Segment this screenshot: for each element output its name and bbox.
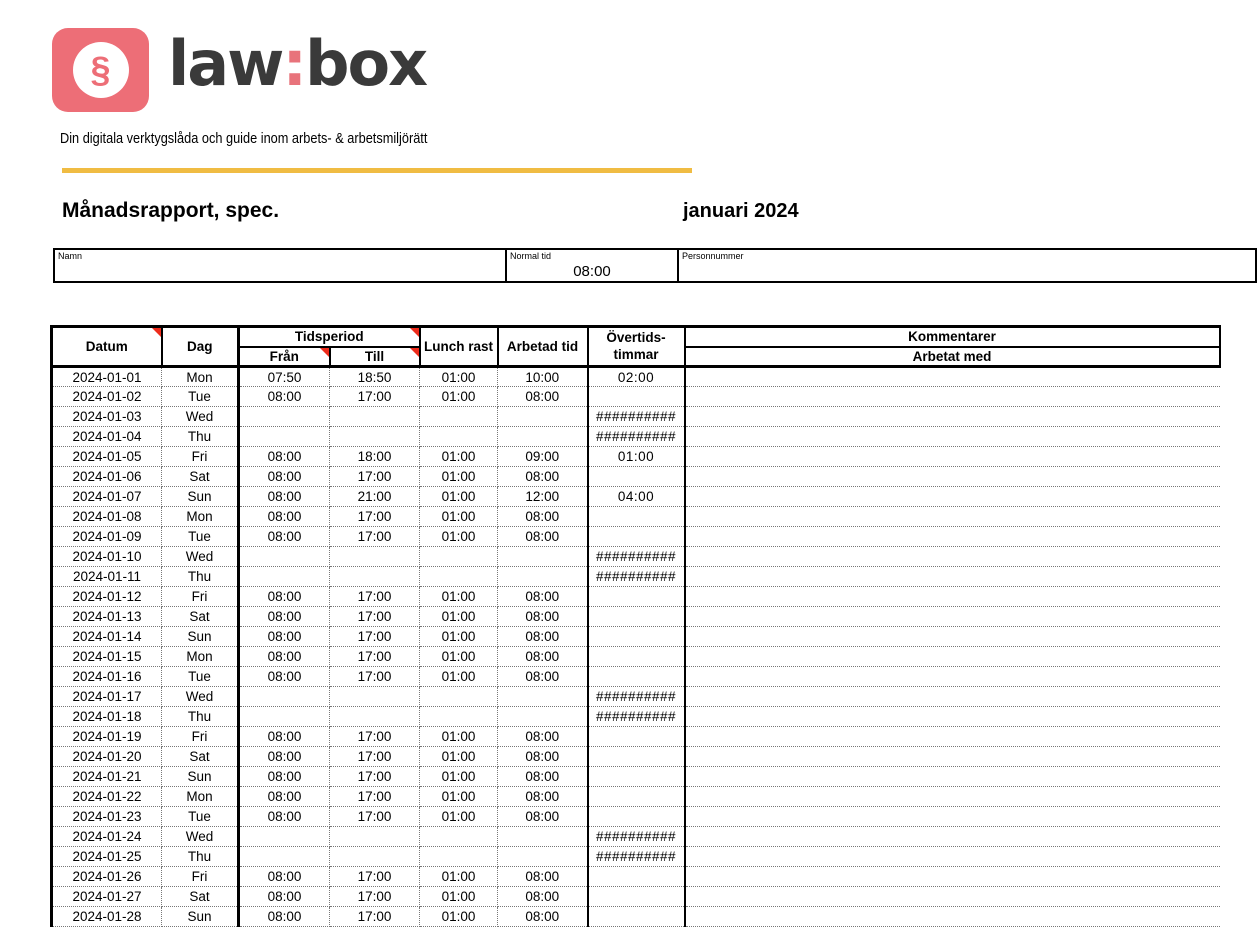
cell-comment[interactable] [685, 447, 1220, 467]
cell-comment[interactable] [685, 787, 1220, 807]
cell-date[interactable]: 2024-01-08 [52, 507, 162, 527]
table-row [52, 467, 1220, 487]
cell-lunch[interactable]: 01:00 [420, 807, 498, 827]
report-period: januari 2024 [683, 200, 799, 222]
cell-overtime[interactable] [588, 867, 685, 887]
cell-from[interactable] [239, 707, 330, 727]
cell-overtime[interactable]: 01:00 [588, 447, 685, 467]
cell-overtime[interactable] [588, 727, 685, 747]
lawbox-logo [52, 28, 149, 112]
cell-worked[interactable]: 08:00 [498, 647, 588, 667]
cell-day[interactable]: Sat [162, 747, 239, 767]
cell-from[interactable]: 08:00 [239, 607, 330, 627]
cell-from[interactable] [239, 547, 330, 567]
cell-from[interactable] [239, 407, 330, 427]
cell-to[interactable]: 17:00 [330, 907, 420, 927]
cell-to[interactable]: 17:00 [330, 667, 420, 687]
cell-from[interactable]: 08:00 [239, 727, 330, 747]
cell-date[interactable]: 2024-01-21 [52, 767, 162, 787]
cell-comment[interactable] [685, 407, 1220, 427]
cell-to[interactable]: 21:00 [330, 487, 420, 507]
cell-lunch[interactable]: 01:00 [420, 787, 498, 807]
personal-number-field[interactable] [677, 250, 1255, 281]
table-row [52, 747, 1220, 767]
cell-lunch[interactable]: 01:00 [420, 527, 498, 547]
cell-worked[interactable]: 09:00 [498, 447, 588, 467]
table-row [52, 507, 1220, 527]
cell-day[interactable]: Fri [162, 727, 239, 747]
cell-to[interactable]: 17:00 [330, 867, 420, 887]
cell-lunch[interactable] [420, 427, 498, 447]
cell-comment[interactable] [685, 547, 1220, 567]
cell-worked[interactable] [498, 547, 588, 567]
cell-worked[interactable]: 08:00 [498, 727, 588, 747]
cell-lunch[interactable] [420, 707, 498, 727]
table-row [52, 447, 1220, 467]
cell-overtime[interactable] [588, 507, 685, 527]
cell-worked[interactable] [498, 567, 588, 587]
table-row [52, 547, 1220, 567]
cell-overtime[interactable]: ########## [588, 827, 685, 847]
comment-marker-icon [152, 328, 161, 337]
cell-day[interactable]: Sun [162, 767, 239, 787]
header-overtime-line2: timmar [613, 346, 659, 362]
cell-overtime[interactable] [588, 587, 685, 607]
cell-worked[interactable]: 12:00 [498, 487, 588, 507]
cell-from[interactable]: 08:00 [239, 627, 330, 647]
cell-to[interactable]: 17:00 [330, 587, 420, 607]
cell-from[interactable]: 08:00 [239, 767, 330, 787]
cell-from[interactable]: 08:00 [239, 507, 330, 527]
cell-day[interactable]: Fri [162, 447, 239, 467]
cell-comment[interactable] [685, 847, 1220, 867]
timesheet [50, 325, 1221, 927]
table-row [52, 567, 1220, 587]
cell-worked[interactable]: 08:00 [498, 747, 588, 767]
cell-overtime[interactable]: 02:00 [588, 367, 685, 387]
cell-worked[interactable]: 08:00 [498, 887, 588, 907]
cell-date[interactable]: 2024-01-22 [52, 787, 162, 807]
cell-date[interactable]: 2024-01-17 [52, 687, 162, 707]
header-day: Dag [162, 327, 239, 367]
cell-lunch[interactable] [420, 687, 498, 707]
cell-to[interactable]: 17:00 [330, 767, 420, 787]
cell-from[interactable]: 08:00 [239, 747, 330, 767]
wordmark-box: box [305, 27, 427, 100]
comment-marker-icon [410, 348, 419, 357]
table-row [52, 827, 1220, 847]
cell-from[interactable]: 08:00 [239, 587, 330, 607]
cell-worked[interactable]: 08:00 [498, 627, 588, 647]
cell-comment[interactable] [685, 607, 1220, 627]
cell-worked[interactable]: 08:00 [498, 527, 588, 547]
cell-lunch[interactable]: 01:00 [420, 667, 498, 687]
personal-number-label: Personnummer [682, 251, 744, 261]
cell-date[interactable]: 2024-01-13 [52, 607, 162, 627]
cell-comment[interactable] [685, 507, 1220, 527]
cell-lunch[interactable]: 01:00 [420, 387, 498, 407]
cell-to[interactable]: 17:00 [330, 527, 420, 547]
cell-comment[interactable] [685, 367, 1220, 387]
cell-day[interactable]: Mon [162, 647, 239, 667]
table-row [52, 527, 1220, 547]
table-row [52, 807, 1220, 827]
cell-day[interactable]: Tue [162, 527, 239, 547]
cell-comment[interactable] [685, 527, 1220, 547]
header-to-label: Till [364, 348, 385, 364]
cell-day[interactable]: Mon [162, 507, 239, 527]
page-title: Månadsrapport, spec. [62, 199, 280, 222]
cell-lunch[interactable]: 01:00 [420, 587, 498, 607]
cell-to[interactable]: 17:00 [330, 387, 420, 407]
cell-date[interactable]: 2024-01-27 [52, 887, 162, 907]
cell-lunch[interactable]: 01:00 [420, 627, 498, 647]
normal-time-value[interactable]: 08:00 [573, 263, 611, 280]
cell-worked[interactable]: 08:00 [498, 587, 588, 607]
table-row [52, 707, 1220, 727]
cell-date[interactable]: 2024-01-10 [52, 547, 162, 567]
cell-overtime[interactable] [588, 387, 685, 407]
cell-comment[interactable] [685, 827, 1220, 847]
table-row [52, 867, 1220, 887]
cell-day[interactable]: Sat [162, 607, 239, 627]
cell-date[interactable]: 2024-01-16 [52, 667, 162, 687]
cell-day[interactable]: Thu [162, 567, 239, 587]
cell-to[interactable]: 17:00 [330, 787, 420, 807]
cell-comment[interactable] [685, 707, 1220, 727]
table-row [52, 407, 1220, 427]
cell-to[interactable] [330, 407, 420, 427]
cell-overtime[interactable] [588, 627, 685, 647]
table-row [52, 607, 1220, 627]
table-row [52, 787, 1220, 807]
cell-overtime[interactable] [588, 647, 685, 667]
cell-comment[interactable] [685, 667, 1220, 687]
cell-overtime[interactable]: ########## [588, 547, 685, 567]
cell-worked[interactable]: 08:00 [498, 607, 588, 627]
cell-from[interactable] [239, 427, 330, 447]
cell-comment[interactable] [685, 887, 1220, 907]
cell-from[interactable]: 07:50 [239, 367, 330, 387]
table-row [52, 907, 1220, 927]
header-worked-time: Arbetad tid [498, 327, 588, 367]
cell-date[interactable]: 2024-01-03 [52, 407, 162, 427]
cell-to[interactable] [330, 827, 420, 847]
cell-comment[interactable] [685, 747, 1220, 767]
brand-wordmark [168, 27, 427, 100]
cell-day[interactable]: Tue [162, 667, 239, 687]
cell-to[interactable]: 17:00 [330, 887, 420, 907]
comment-marker-icon [410, 328, 419, 337]
cell-overtime[interactable]: ########## [588, 407, 685, 427]
cell-day[interactable]: Fri [162, 587, 239, 607]
cell-day[interactable]: Wed [162, 687, 239, 707]
cell-day[interactable]: Thu [162, 707, 239, 727]
paragraph-section-icon: § [90, 49, 111, 90]
info-form [53, 248, 1257, 283]
cell-comment[interactable] [685, 427, 1220, 447]
cell-date[interactable]: 2024-01-01 [52, 367, 162, 387]
cell-overtime[interactable]: ########## [588, 707, 685, 727]
cell-date[interactable]: 2024-01-14 [52, 627, 162, 647]
cell-lunch[interactable] [420, 827, 498, 847]
cell-overtime[interactable] [588, 747, 685, 767]
cell-worked[interactable]: 08:00 [498, 807, 588, 827]
brand-tagline: Din digitala verktygslåda och guide inom arbets- & arbetsmiljörätt [60, 131, 428, 147]
cell-day[interactable]: Mon [162, 367, 239, 387]
table-row [52, 667, 1220, 687]
cell-from[interactable]: 08:00 [239, 387, 330, 407]
cell-lunch[interactable]: 01:00 [420, 507, 498, 527]
cell-from[interactable]: 08:00 [239, 887, 330, 907]
cell-to[interactable] [330, 427, 420, 447]
normal-time-field[interactable] [505, 250, 677, 281]
cell-overtime[interactable]: ########## [588, 427, 685, 447]
cell-to[interactable]: 17:00 [330, 727, 420, 747]
cell-overtime[interactable] [588, 907, 685, 927]
cell-date[interactable]: 2024-01-20 [52, 747, 162, 767]
cell-date[interactable]: 2024-01-18 [52, 707, 162, 727]
cell-date[interactable]: 2024-01-25 [52, 847, 162, 867]
cell-worked[interactable]: 08:00 [498, 767, 588, 787]
cell-to[interactable] [330, 687, 420, 707]
cell-lunch[interactable] [420, 547, 498, 567]
cell-date[interactable]: 2024-01-19 [52, 727, 162, 747]
cell-worked[interactable]: 08:00 [498, 867, 588, 887]
cell-date[interactable]: 2024-01-05 [52, 447, 162, 467]
cell-from[interactable]: 08:00 [239, 647, 330, 667]
cell-comment[interactable] [685, 487, 1220, 507]
cell-from[interactable]: 08:00 [239, 907, 330, 927]
cell-lunch[interactable]: 01:00 [420, 487, 498, 507]
header-overtime-line1: Övertids- [606, 329, 666, 345]
cell-date[interactable]: 2024-01-24 [52, 827, 162, 847]
cell-to[interactable]: 17:00 [330, 467, 420, 487]
normal-time-label: Normal tid [510, 251, 552, 261]
cell-comment[interactable] [685, 907, 1220, 927]
cell-from[interactable]: 08:00 [239, 467, 330, 487]
cell-from[interactable] [239, 567, 330, 587]
cell-overtime[interactable]: ########## [588, 687, 685, 707]
cell-overtime[interactable]: ########## [588, 567, 685, 587]
cell-to[interactable]: 18:50 [330, 367, 420, 387]
cell-to[interactable] [330, 847, 420, 867]
cell-worked[interactable] [498, 427, 588, 447]
cell-comment[interactable] [685, 867, 1220, 887]
cell-worked[interactable] [498, 687, 588, 707]
table-row [52, 887, 1220, 907]
cell-to[interactable]: 17:00 [330, 507, 420, 527]
cell-to[interactable]: 17:00 [330, 607, 420, 627]
cell-to[interactable]: 17:00 [330, 747, 420, 767]
timesheet-body [52, 367, 1220, 927]
cell-lunch[interactable] [420, 407, 498, 427]
cell-from[interactable]: 08:00 [239, 527, 330, 547]
table-row [52, 727, 1220, 747]
cell-day[interactable]: Sat [162, 887, 239, 907]
cell-overtime[interactable] [588, 887, 685, 907]
cell-worked[interactable] [498, 847, 588, 867]
cell-worked[interactable] [498, 827, 588, 847]
cell-lunch[interactable]: 01:00 [420, 747, 498, 767]
cell-date[interactable]: 2024-01-09 [52, 527, 162, 547]
table-row [52, 767, 1220, 787]
cell-overtime[interactable] [588, 607, 685, 627]
cell-comment[interactable] [685, 767, 1220, 787]
cell-to[interactable]: 17:00 [330, 627, 420, 647]
header-worked-on: Arbetat med [685, 347, 1220, 367]
header-from-label: Från [269, 348, 299, 364]
header-lunch: Lunch rast [420, 327, 498, 367]
cell-day[interactable]: Wed [162, 547, 239, 567]
cell-to[interactable]: 17:00 [330, 647, 420, 667]
cell-from[interactable] [239, 827, 330, 847]
cell-lunch[interactable]: 01:00 [420, 767, 498, 787]
cell-lunch[interactable]: 01:00 [420, 887, 498, 907]
table-row [52, 427, 1220, 447]
cell-lunch[interactable] [420, 847, 498, 867]
cell-from[interactable] [239, 847, 330, 867]
cell-comment[interactable] [685, 387, 1220, 407]
cell-day[interactable]: Thu [162, 847, 239, 867]
cell-worked[interactable] [498, 407, 588, 427]
cell-to[interactable] [330, 547, 420, 567]
cell-date[interactable]: 2024-01-04 [52, 427, 162, 447]
table-row [52, 647, 1220, 667]
name-field[interactable] [55, 250, 505, 281]
cell-from[interactable]: 08:00 [239, 787, 330, 807]
cell-date[interactable]: 2024-01-12 [52, 587, 162, 607]
cell-lunch[interactable]: 01:00 [420, 367, 498, 387]
cell-to[interactable]: 17:00 [330, 807, 420, 827]
cell-comment[interactable] [685, 727, 1220, 747]
cell-day[interactable]: Thu [162, 427, 239, 447]
header-time-period [239, 327, 420, 347]
cell-comment[interactable] [685, 627, 1220, 647]
cell-overtime[interactable]: ########## [588, 847, 685, 867]
cell-to[interactable]: 18:00 [330, 447, 420, 467]
cell-comment[interactable] [685, 587, 1220, 607]
cell-day[interactable]: Sat [162, 467, 239, 487]
table-row [52, 627, 1220, 647]
cell-overtime[interactable] [588, 767, 685, 787]
header-comments: Kommentarer [685, 327, 1220, 347]
header-to [330, 347, 420, 367]
cell-date[interactable]: 2024-01-11 [52, 567, 162, 587]
header-time-period-label: Tidsperiod [294, 329, 364, 345]
cell-worked[interactable]: 08:00 [498, 667, 588, 687]
cell-overtime[interactable] [588, 807, 685, 827]
cell-from[interactable]: 08:00 [239, 667, 330, 687]
cell-lunch[interactable]: 01:00 [420, 867, 498, 887]
comment-marker-icon [320, 348, 329, 357]
cell-worked[interactable]: 08:00 [498, 467, 588, 487]
cell-lunch[interactable]: 01:00 [420, 727, 498, 747]
cell-day[interactable]: Sun [162, 627, 239, 647]
cell-lunch[interactable] [420, 567, 498, 587]
cell-overtime[interactable] [588, 527, 685, 547]
cell-worked[interactable]: 10:00 [498, 367, 588, 387]
cell-worked[interactable]: 08:00 [498, 387, 588, 407]
timesheet-table [50, 325, 1221, 927]
header-overtime [588, 327, 685, 367]
table-row [52, 387, 1220, 407]
cell-lunch[interactable]: 01:00 [420, 467, 498, 487]
table-row [52, 687, 1220, 707]
table-row [52, 487, 1220, 507]
cell-day[interactable]: Sun [162, 907, 239, 927]
cell-comment[interactable] [685, 807, 1220, 827]
cell-day[interactable]: Tue [162, 807, 239, 827]
cell-worked[interactable]: 08:00 [498, 787, 588, 807]
header-date-label: Datum [85, 339, 128, 354]
cell-date[interactable]: 2024-01-26 [52, 867, 162, 887]
cell-comment[interactable] [685, 567, 1220, 587]
cell-date[interactable]: 2024-01-15 [52, 647, 162, 667]
cell-lunch[interactable]: 01:00 [420, 607, 498, 627]
cell-date[interactable]: 2024-01-23 [52, 807, 162, 827]
cell-lunch[interactable]: 01:00 [420, 647, 498, 667]
cell-day[interactable]: Mon [162, 787, 239, 807]
cell-day[interactable]: Tue [162, 387, 239, 407]
cell-from[interactable] [239, 687, 330, 707]
cell-lunch[interactable]: 01:00 [420, 447, 498, 467]
header-from [239, 347, 330, 367]
cell-day[interactable]: Sun [162, 487, 239, 507]
cell-date[interactable]: 2024-01-28 [52, 907, 162, 927]
cell-comment[interactable] [685, 467, 1220, 487]
cell-date[interactable]: 2024-01-06 [52, 467, 162, 487]
cell-day[interactable]: Wed [162, 827, 239, 847]
cell-worked[interactable]: 08:00 [498, 907, 588, 927]
cell-overtime[interactable]: 04:00 [588, 487, 685, 507]
table-row [52, 367, 1220, 387]
wordmark-law: law [168, 27, 283, 100]
cell-lunch[interactable]: 01:00 [420, 907, 498, 927]
cell-from[interactable]: 08:00 [239, 807, 330, 827]
accent-divider [62, 168, 692, 173]
cell-day[interactable]: Wed [162, 407, 239, 427]
cell-overtime[interactable] [588, 787, 685, 807]
header-date [52, 327, 162, 367]
cell-date[interactable]: 2024-01-07 [52, 487, 162, 507]
logo-circle [73, 42, 129, 98]
cell-worked[interactable] [498, 707, 588, 727]
name-label: Namn [58, 251, 83, 261]
table-row [52, 847, 1220, 867]
cell-overtime[interactable] [588, 467, 685, 487]
cell-day[interactable]: Fri [162, 867, 239, 887]
cell-to[interactable] [330, 707, 420, 727]
cell-from[interactable]: 08:00 [239, 447, 330, 467]
cell-to[interactable] [330, 567, 420, 587]
wordmark-colon: : [282, 27, 306, 100]
cell-comment[interactable] [685, 687, 1220, 707]
cell-from[interactable]: 08:00 [239, 867, 330, 887]
cell-from[interactable]: 08:00 [239, 487, 330, 507]
cell-comment[interactable] [685, 647, 1220, 667]
cell-date[interactable]: 2024-01-02 [52, 387, 162, 407]
table-row [52, 587, 1220, 607]
cell-overtime[interactable] [588, 667, 685, 687]
cell-worked[interactable]: 08:00 [498, 507, 588, 527]
